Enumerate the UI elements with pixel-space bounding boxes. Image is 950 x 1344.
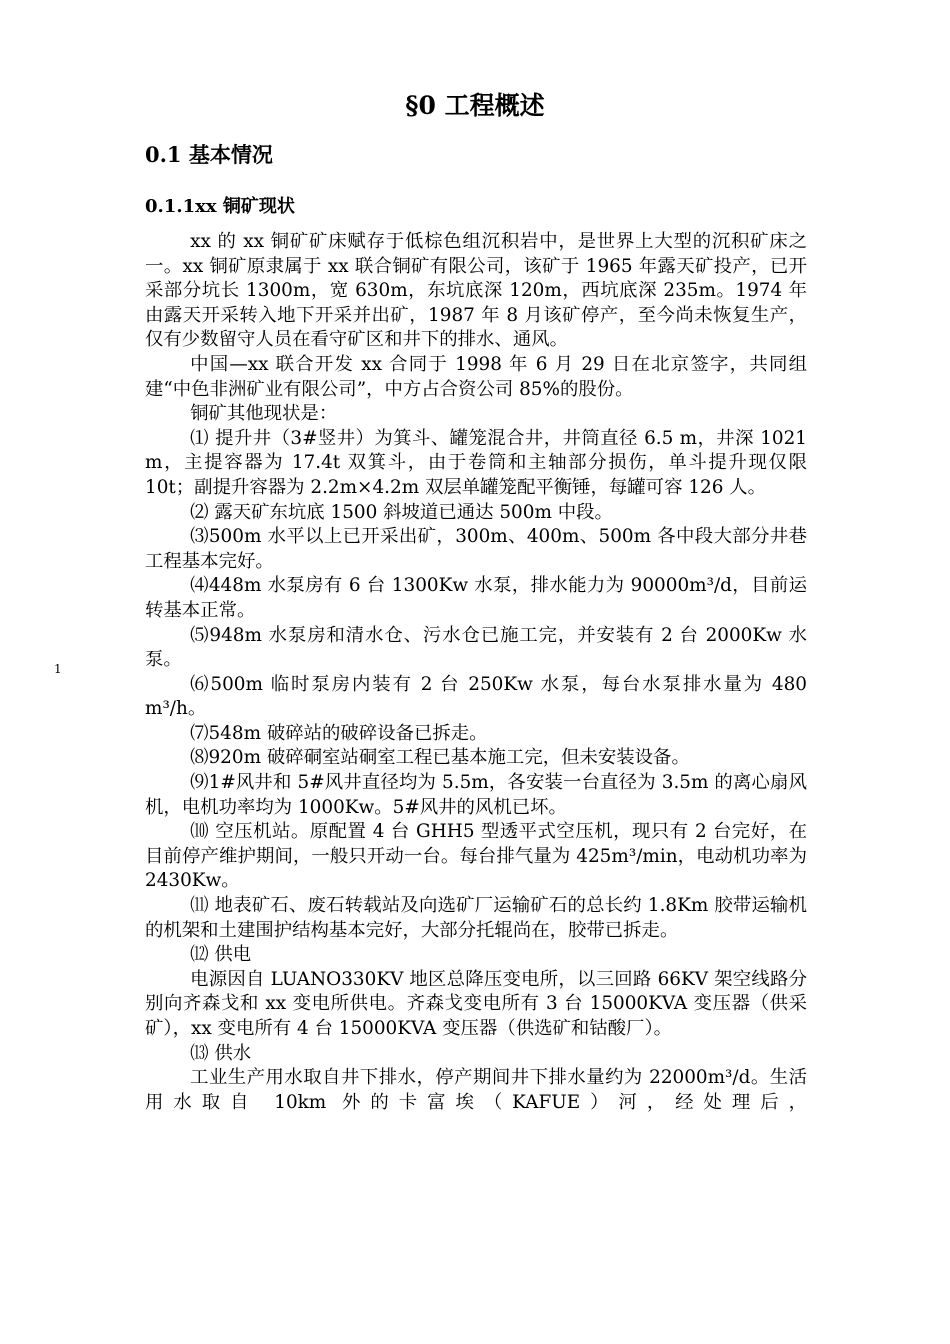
paragraph: 中国—xx 联合开发 xx 合同于 1998 年 6 月 29 日在北京签字，共同组建“中色非洲矿业有限公司”，中方占合资公司 85%的股份。 [145,353,807,400]
list-item: ⑵ 露天矿东坑底 1500 斜坡道已通达 500m 中段。 [190,501,613,523]
list-item: ⑺548m 破碎站的破碎设备已拆走。 [190,722,488,744]
list-item: ⑿ 供电 [190,944,252,966]
list-item: ⑹500m 临时泵房内装有 2 台 250Kw 水泵，每台水泵排水量为 480 m³/h。 [145,673,807,720]
subsection-heading: 0.1.1xx 铜矿现状 [145,196,295,217]
body-text [145,230,807,1115]
paragraph: 铜矿其他现状是： [190,403,338,425]
list-item: ⑽ 空压机站。原配置 4 台 GHH5 型透平式空压机，现只有 2 台完好，在目前停产维护期间，一般只开动一台。每台排气量为 425m³/min，电动机功率为 2430Kw。 [145,821,807,892]
list-item: ⑴ 提升井（3#竖井）为箕斗、罐笼混合井，井筒直径 6.5 m，井深 1021 m，主提容器为 17.4t 双箕斗，由于卷筒和主轴部分损伤，单斗提升现仅限 10t；副提升容器为 2.2m×4.2m 双层单罐笼配平衡锤，每罐可容 126 人。 [145,427,807,498]
paragraph: xx 的 xx 铜矿矿床赋存于低棕色组沉积岩中，是世界上大型的沉积矿床之一。xx 铜矿原隶属于 xx 联合铜矿有限公司，该矿于 1965 年露天矿投产，已开采部分坑长 1300m，宽 630m，东坑底深 120m，西坑底深 235m。1974 年由露天开采转入地下开采并出矿，1987 年 8 月该矿停产，至今尚未恢复生产，仅有少数留守人员在看守矿区和井下的排水、通风。 [145,231,807,351]
page-title: §0 工程概述 [405,91,545,120]
section-heading: 0.1 基本情况 [145,142,273,167]
list-item: ⑶500m 水平以上已开采出矿，300m、400m、500m 各中段大部分井巷工程基本完好。 [145,526,807,572]
list-item: ⑷448m 水泵房有 6 台 1300Kw 水泵，排水能力为 90000m³/d，目前运转基本正常。 [145,575,807,621]
list-item: ⑸948m 水泵房和清水仓、污水仓已施工完，并安装有 2 台 2000Kw 水泵。 [145,624,807,671]
paragraph: 工业生产用水取自井下排水，停产期间井下排水量约为 22000m³/d。生活用水取自 10km 外的卡富埃（KAFUE）河，经处理后， [145,1067,807,1113]
list-item: ⒀ 供水 [190,1042,252,1064]
list-item: ⑻920m 破碎硐室站硐室工程已基本施工完，但未安装设备。 [190,747,690,769]
list-item: ⑾ 地表矿石、废石转载站及向选矿厂运输矿石的总长约 1.8Km 胶带运输机的机架和土建围护结构基本完好，大部分托辊尚在，胶带已拆走。 [145,895,807,941]
list-item: ⑼1#风井和 5#风井直径均为 5.5m，各安装一台直径为 3.5m 的离心扇风机，电机功率均为 1000Kw。5#风井的风机已坏。 [145,772,807,818]
margin-line-number: 1 [54,662,62,676]
paragraph: 电源因自 LUANO330KV 地区总降压变电所，以三回路 66KV 架空线路分别向齐森戈和 xx 变电所供电。齐森戈变电所有 3 台 15000KVA 变压器（供采矿），xx 变电所有 4 台 15000KVA 变压器（供选矿和钴酸厂）。 [145,968,807,1039]
